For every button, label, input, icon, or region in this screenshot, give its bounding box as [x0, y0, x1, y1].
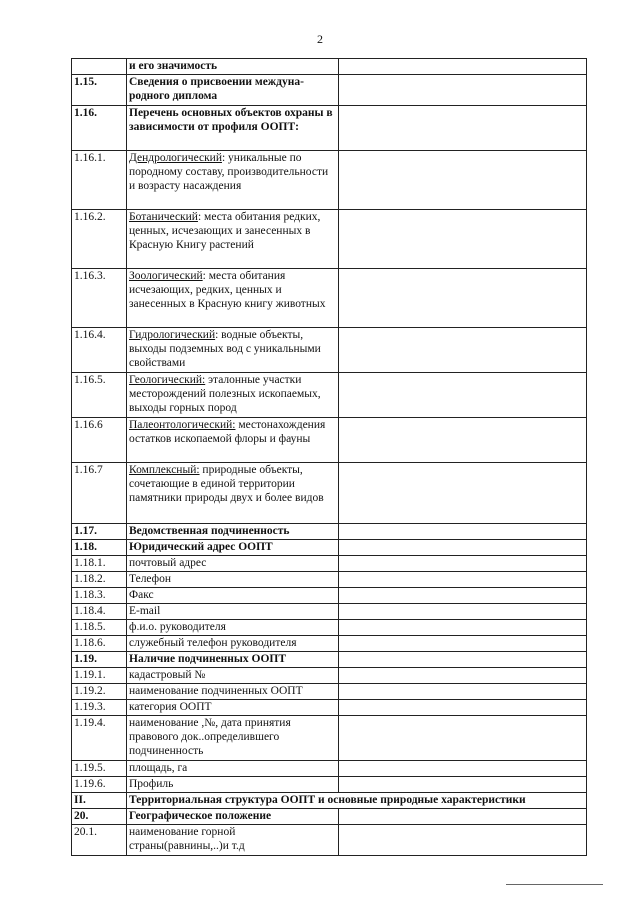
table-row: [72, 269, 587, 328]
row-number: 1.18.: [72, 540, 127, 556]
profile-term: Гидрологический: [129, 329, 216, 341]
table-row: [72, 556, 587, 572]
value-cell[interactable]: [339, 716, 587, 761]
value-cell[interactable]: [339, 620, 587, 636]
table-row: [72, 761, 587, 777]
profile-term: Геологический:: [129, 374, 206, 386]
value-cell[interactable]: [339, 210, 587, 269]
row-label: Наличие подчиненных ООПТ: [127, 652, 339, 668]
row-label: наименование горной страны(равнины,..)и т.д: [127, 825, 339, 856]
profile-description: эталонные участки месторождений полезных ископаемых, выходы горных пород: [129, 374, 321, 414]
row-label: Географическое положение: [127, 809, 339, 825]
row-number: 1.16.6: [72, 418, 127, 463]
row-number: 20.1.: [72, 825, 127, 856]
row-number: 20.: [72, 809, 127, 825]
value-cell[interactable]: [339, 59, 587, 75]
table-row: [72, 328, 587, 373]
value-cell[interactable]: [339, 825, 587, 856]
footer-rule: [506, 884, 603, 885]
table-row: [72, 588, 587, 604]
row-label: Факс: [127, 588, 339, 604]
row-label: категория ООПТ: [127, 700, 339, 716]
row-label: Ведомственная подчиненность: [127, 524, 339, 540]
table-row: [72, 540, 587, 556]
value-cell[interactable]: [339, 151, 587, 210]
profile-term: Дендрологический: [129, 152, 222, 164]
profile-term: Комплексный:: [129, 464, 200, 476]
value-cell[interactable]: [339, 588, 587, 604]
profile-term: Зоологический: [129, 270, 203, 282]
table-row: [72, 373, 587, 418]
value-cell[interactable]: [339, 668, 587, 684]
value-cell[interactable]: [339, 556, 587, 572]
value-cell[interactable]: [339, 418, 587, 463]
row-label: Юридический адрес ООПТ: [127, 540, 339, 556]
row-label: [127, 151, 339, 210]
table-row: [72, 463, 587, 524]
row-label: [127, 210, 339, 269]
row-label: [127, 463, 339, 524]
table-row: [72, 210, 587, 269]
row-number: 1.19.3.: [72, 700, 127, 716]
row-number: 1.16.2.: [72, 210, 127, 269]
row-number: 1.15.: [72, 75, 127, 106]
row-label: Сведения о присвоении междуна-родного диплома: [127, 75, 339, 106]
table-row: [72, 418, 587, 463]
row-number: 1.18.6.: [72, 636, 127, 652]
row-number: 1.19.2.: [72, 684, 127, 700]
row-label: [127, 373, 339, 418]
row-number: 1.17.: [72, 524, 127, 540]
row-number: II.: [72, 793, 127, 809]
row-label: кадастровый №: [127, 668, 339, 684]
page-number: 2: [317, 32, 323, 46]
table-row: [72, 777, 587, 793]
table-row: [72, 809, 587, 825]
row-label: служебный телефон руководителя: [127, 636, 339, 652]
value-cell[interactable]: [339, 652, 587, 668]
table-row: [72, 106, 587, 151]
profile-description: местонахождения остатков ископаемой флоры и фауны: [129, 419, 326, 445]
value-cell[interactable]: [339, 604, 587, 620]
value-cell[interactable]: [339, 700, 587, 716]
profile-description: : места обитания исчезающих, редких, ценных и занесенных в Красную книгу животных: [129, 270, 326, 310]
table-row: [72, 620, 587, 636]
row-number: 1.16.5.: [72, 373, 127, 418]
row-label: ф.и.о. руководителя: [127, 620, 339, 636]
table-row: [72, 652, 587, 668]
value-cell[interactable]: [339, 106, 587, 151]
value-cell[interactable]: [339, 524, 587, 540]
table-row: [72, 59, 587, 75]
profile-description: природные объекты, сочетающие в единой территории памятники природы двух и более видов: [129, 464, 324, 504]
value-cell[interactable]: [339, 809, 587, 825]
row-label: и его значимость: [127, 59, 339, 75]
row-number: 1.19.5.: [72, 761, 127, 777]
table-row: [72, 716, 587, 761]
profile-description: : водные объекты, выходы подземных вод с уникальными свойствами: [129, 329, 321, 369]
value-cell[interactable]: [339, 75, 587, 106]
row-label: Перечень основных объектов охраны в зависимости от профиля ООПТ:: [127, 106, 339, 151]
profile-description: : места обитания редких, ценных, исчезающих и занесенных в Красную Книгу растений: [129, 211, 321, 251]
table-row: [72, 636, 587, 652]
table-row: [72, 700, 587, 716]
row-label: [127, 328, 339, 373]
row-number: 1.16.: [72, 106, 127, 151]
row-label: наименование ,№, дата принятия правового док..определившего подчиненность: [127, 716, 339, 761]
row-label: почтовый адрес: [127, 556, 339, 572]
value-cell[interactable]: [339, 269, 587, 328]
row-number: 1.19.1.: [72, 668, 127, 684]
row-number: 1.18.3.: [72, 588, 127, 604]
row-label: площадь, га: [127, 761, 339, 777]
value-cell[interactable]: [339, 463, 587, 524]
value-cell[interactable]: [339, 684, 587, 700]
section-title: Территориальная структура ООПТ и основные природные характеристики: [127, 793, 587, 809]
row-number: 1.19.: [72, 652, 127, 668]
row-number: 1.19.4.: [72, 716, 127, 761]
row-number: 1.16.1.: [72, 151, 127, 210]
table-row: [72, 75, 587, 106]
value-cell[interactable]: [339, 540, 587, 556]
row-label: [127, 269, 339, 328]
row-number: 1.16.4.: [72, 328, 127, 373]
table-row: [72, 825, 587, 856]
table-row: [72, 604, 587, 620]
value-cell[interactable]: [339, 328, 587, 373]
profile-term: Палеонтологический:: [129, 419, 236, 431]
row-number: [72, 59, 127, 75]
row-number: 1.19.6.: [72, 777, 127, 793]
profile-description: : уникальные по породному составу, производительности и возрасту насаждения: [129, 152, 329, 192]
passport-form-table: [71, 58, 587, 856]
table-row: [72, 572, 587, 588]
row-label: Профиль: [127, 777, 339, 793]
row-number: 1.16.7: [72, 463, 127, 524]
row-number: 1.16.3.: [72, 269, 127, 328]
row-label: [127, 418, 339, 463]
value-cell[interactable]: [339, 373, 587, 418]
row-label: Телефон: [127, 572, 339, 588]
row-label: наименование подчиненных ООПТ: [127, 684, 339, 700]
table-row: [72, 524, 587, 540]
row-number: 1.18.1.: [72, 556, 127, 572]
value-cell[interactable]: [339, 636, 587, 652]
table-row: [72, 668, 587, 684]
row-number: 1.18.4.: [72, 604, 127, 620]
value-cell[interactable]: [339, 761, 587, 777]
value-cell[interactable]: [339, 572, 587, 588]
row-number: 1.18.5.: [72, 620, 127, 636]
row-label: E-mail: [127, 604, 339, 620]
table-row: [72, 684, 587, 700]
section-header-row: [72, 793, 587, 809]
table-row: [72, 151, 587, 210]
row-number: 1.18.2.: [72, 572, 127, 588]
value-cell[interactable]: [339, 777, 587, 793]
profile-term: Ботанический: [129, 211, 198, 223]
